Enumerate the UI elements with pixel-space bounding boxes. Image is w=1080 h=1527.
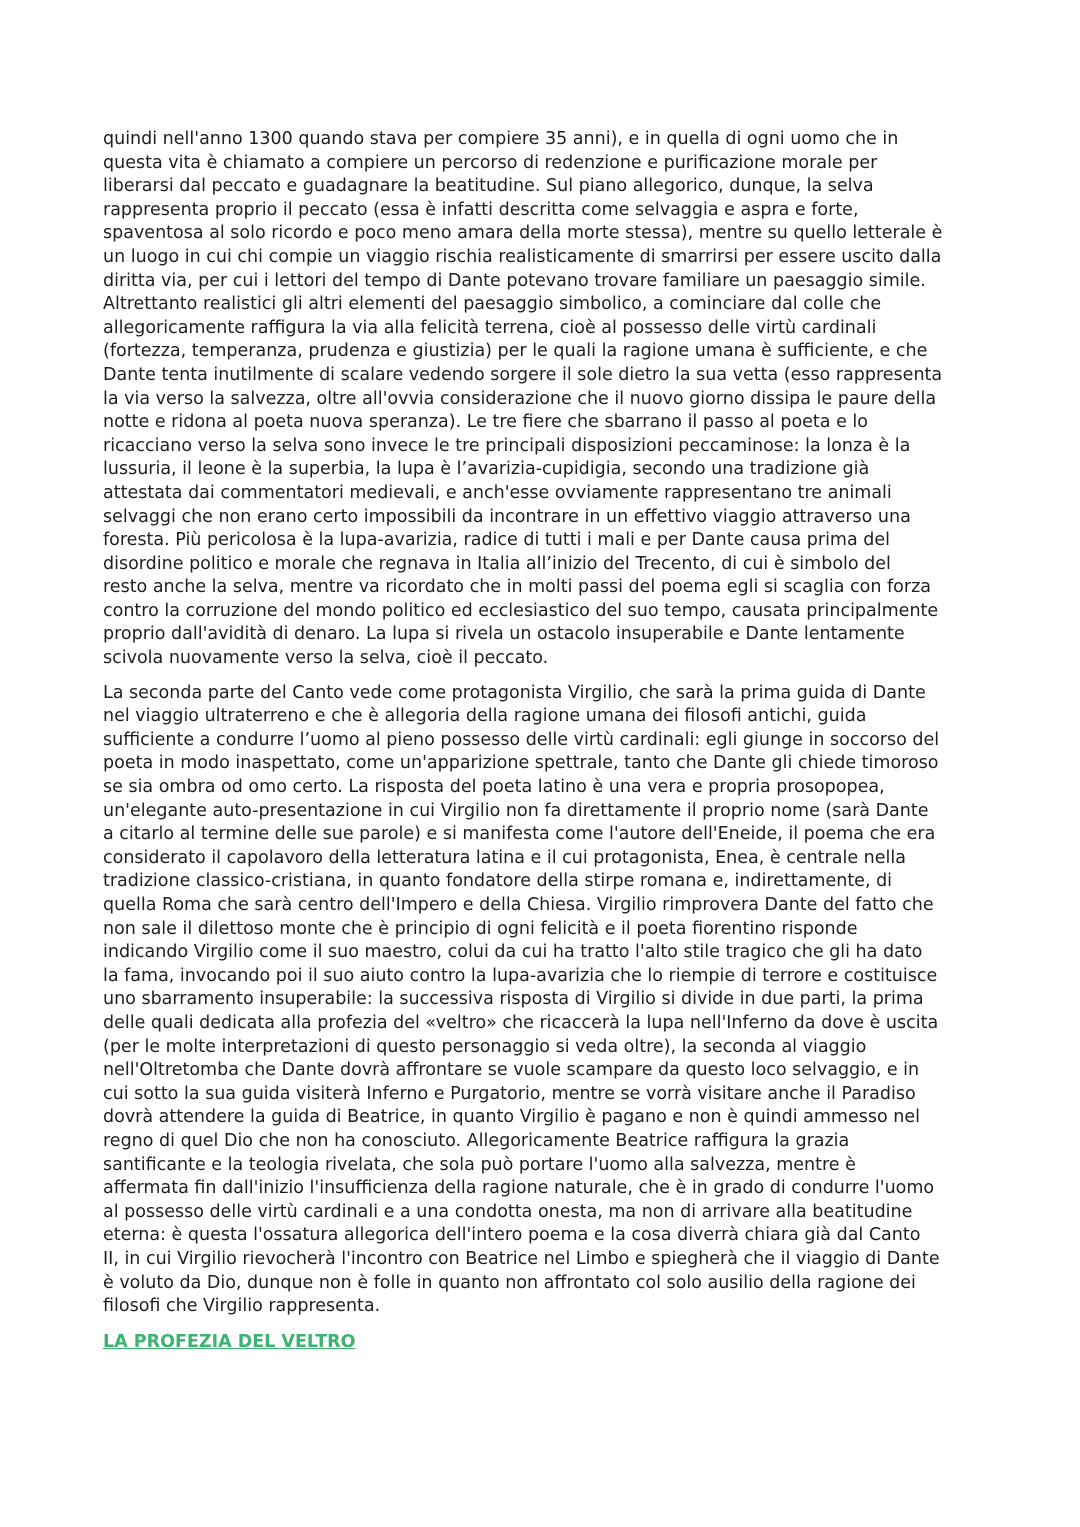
paragraph-allegory-selva: quindi nell'anno 1300 quando stava per compiere 35 anni), e in quella di ogni uomo che in questa vita è chiamato a compiere un percorso di redenzione e purificazione morale per liberarsi dal peccato e guadagnare la beatitudine. Sul piano allegorico, dunque, la selva rappresenta proprio il peccato (essa è infatti descritta come selvaggia e aspra e forte, spaventosa al solo ricordo e poco meno amara della morte stessa), mentre su quello letterale è un luogo in cui chi compie un viaggio rischia realisticamente di smarrirsi per essere uscito dalla diritta via, per cui i lettori del tempo di Dante potevano trovare familiare un paesaggio simile. Altrettanto realistici gli altri elementi del paesaggio simbolico, a cominciare dal colle che allegoricamente raffigura la via alla felicità terrena, cioè al possesso delle virtù cardinali (fortezza, temperanza, prudenza e giustizia) per le quali la ragione umana è sufficiente, e che Dante tenta inutilmente di scalare vedendo sorgere il sole dietro la sua vetta (esso rappresenta la via verso la salvezza, oltre all'ovvia considerazione che il nuovo giorno dissipa le paure della notte e ridona al poeta nuova speranza). Le tre fiere che sbarrano il passo al poeta e lo ricacciano verso la selva sono invece le tre principali disposizioni peccaminose: la lonza è la lussuria, il leone è la superbia, la lupa è l’avarizia-cupidigia, secondo una tradizione già attestata dai commentatori medievali, e anch'esse ovviamente rappresentano tre animali selvaggi che non erano certo impossibili da incontrare in un effettivo viaggio attraverso una foresta. Più pericolosa è la lupa-avarizia, radice di tutti i mali e per Dante causa prima del disordine politico e morale che regnava in Italia all’inizio del Trecento, di cui è simbolo del resto anche la selva, mentre va ricordato che in molti passi del poema egli si scaglia con forza contro la corruzione del mondo politico ed ecclesiastico del suo tempo, causata principalmente proprio dall'avidità di denaro. La lupa si rivela un ostacolo insuperabile e Dante lentamente scivola nuovamente verso la selva, cioè il peccato. <box>103 129 943 669</box>
paragraph-virgilio: La seconda parte del Canto vede come protagonista Virgilio, che sarà la prima guida di Dante nel viaggio ultraterreno e che è allegoria della ragione umana dei filosofi antichi, guida sufficiente a condurre l’uomo al pieno possesso delle virtù cardinali: egli giunge in soccorso del poeta in modo inaspettato, come un'apparizione spettrale, tanto che Dante gli chiede timoroso se sia ombra od omo certo. La risposta del poeta latino è una vera e propria prosopopea, un'elegante auto-presentazione in cui Virgilio non fa direttamente il proprio nome (sarà Dante a citarlo al termine delle sue parole) e si manifesta come l'autore dell'Eneide, il poema che era considerato il capolavoro della letteratura latina e il cui protagonista, Enea, è centrale nella tradizione classico-cristiana, in quanto fondatore della stirpe romana e, indirettamente, di quella Roma che sarà centro dell'Impero e della Chiesa. Virgilio rimprovera Dante del fatto che non sale il dilettoso monte che è principio di ogni felicità e il poeta fiorentino risponde indicando Virgilio come il suo maestro, colui da cui ha tratto l'alto stile tragico che gli ha dato la fama, invocando poi il suo aiuto contro la lupa-avarizia che lo riempie di terrore e costituisce uno sbarramento insuperabile: la successiva risposta di Virgilio si divide in due parti, la prima delle quali dedicata alla profezia del «veltro» che ricaccerà la lupa nell'Inferno da dove è uscita (per le molte interpretazioni di questo personaggio si veda oltre), la seconda al viaggio nell'Oltretomba che Dante dovrà affrontare se vuole scampare da questo loco selvaggio, e in cui sotto la sua guida visiterà Inferno e Purgatorio, mentre se vorrà visitare anche il Paradiso dovrà attendere la guida di Beatrice, in quanto Virgilio è pagano e non è quindi ammesso nel regno di quel Dio che non ha conosciuto. Allegoricamente Beatrice raffigura la grazia santificante e la teologia rivelata, che sola può portare l'uomo alla salvezza, mentre è affermata fin dall'inizio l'insufficienza della ragione naturale, che è in grado di condurre l'uomo al possesso delle virtù cardinali e a una condotta onesta, ma non di arrivare alla beatitudine eterna: è questa l'ossatura allegorica dell'intero poema e la cosa diverrà chiara già dal Canto II, in cui Virgilio rievocherà l'incontro con Beatrice nel Limbo e spiegherà che il viaggio di Dante è voluto da Dio, dunque non è folle in quanto non affrontato col solo ausilio della ragione dei filosofi che Virgilio rappresenta. <box>103 682 940 1317</box>
section-heading-veltro[interactable]: LA PROFEZIA DEL VELTRO <box>103 1331 356 1352</box>
document-body <box>103 128 983 1354</box>
